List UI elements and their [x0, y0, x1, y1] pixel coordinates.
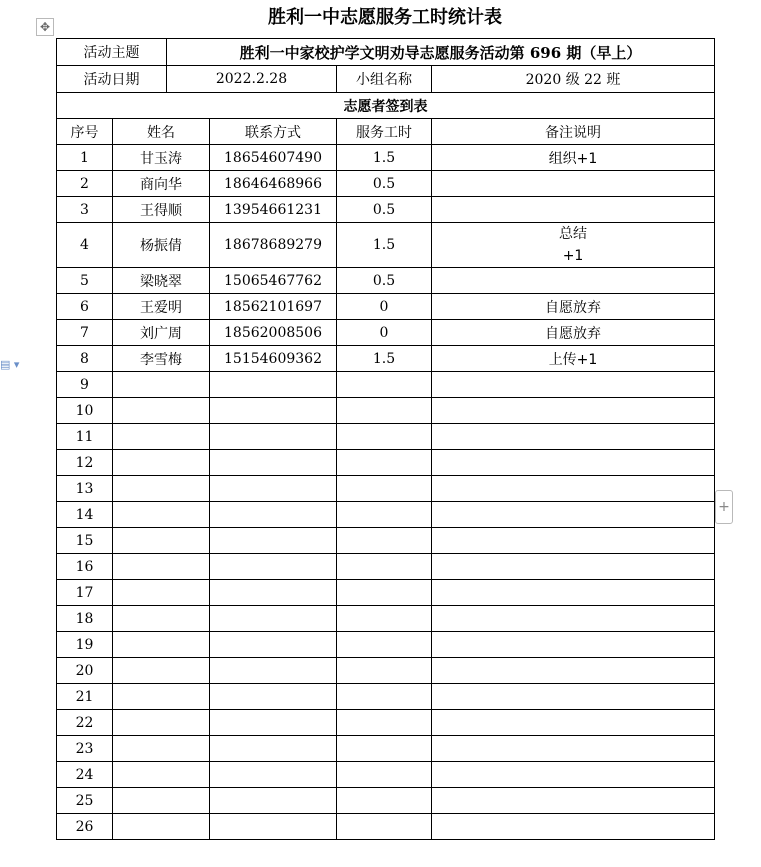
volunteer-phone[interactable] — [210, 502, 337, 528]
row-number[interactable]: 18 — [57, 606, 113, 632]
volunteer-phone[interactable]: 18562101697 — [210, 294, 337, 320]
volunteer-name[interactable]: 商向华 — [113, 171, 210, 197]
table-row — [57, 171, 715, 197]
volunteer-name[interactable] — [113, 814, 210, 840]
table-row — [57, 814, 715, 840]
date-label: 活动日期 — [57, 66, 167, 93]
remark[interactable] — [432, 580, 715, 606]
table-row — [57, 684, 715, 710]
volunteer-phone[interactable]: 15065467762 — [210, 268, 337, 294]
remark[interactable] — [432, 632, 715, 658]
table-row — [57, 606, 715, 632]
row-number[interactable]: 23 — [57, 736, 113, 762]
remark[interactable]: 自愿放弃 — [432, 320, 715, 346]
remark[interactable] — [432, 372, 715, 398]
volunteer-name[interactable] — [113, 710, 210, 736]
service-hours[interactable]: 0.5 — [337, 268, 432, 294]
row-number[interactable]: 16 — [57, 554, 113, 580]
move-icon[interactable]: ✥ — [36, 18, 54, 36]
volunteer-name[interactable] — [113, 606, 210, 632]
volunteer-name[interactable] — [113, 762, 210, 788]
volunteer-phone[interactable]: 18646468966 — [210, 171, 337, 197]
remark[interactable] — [432, 528, 715, 554]
volunteer-phone[interactable] — [210, 814, 337, 840]
volunteer-name[interactable]: 甘玉涛 — [113, 145, 210, 171]
remark[interactable] — [432, 476, 715, 502]
plus-icon[interactable]: + — [715, 490, 733, 524]
table-row — [57, 372, 715, 398]
table-row — [57, 762, 715, 788]
service-hours[interactable] — [337, 372, 432, 398]
table-row — [57, 294, 715, 320]
volunteer-phone[interactable] — [210, 580, 337, 606]
table-row — [57, 424, 715, 450]
volunteer-name[interactable]: 刘广周 — [113, 320, 210, 346]
volunteer-phone[interactable] — [210, 736, 337, 762]
volunteer-phone[interactable] — [210, 372, 337, 398]
row-number[interactable]: 10 — [57, 398, 113, 424]
table-row — [57, 736, 715, 762]
remark[interactable] — [432, 788, 715, 814]
table-row — [57, 223, 715, 268]
column-header-no: 序号 — [57, 119, 113, 145]
service-hours[interactable] — [337, 632, 432, 658]
volunteer-phone[interactable] — [210, 450, 337, 476]
volunteer-name[interactable] — [113, 554, 210, 580]
table-row — [57, 398, 715, 424]
table-row — [57, 632, 715, 658]
volunteer-phone[interactable] — [210, 528, 337, 554]
row-number[interactable]: 21 — [57, 684, 113, 710]
row-number[interactable]: 8 — [57, 346, 113, 372]
service-hours[interactable] — [337, 580, 432, 606]
service-hours[interactable] — [337, 450, 432, 476]
service-hours[interactable]: 0.5 — [337, 197, 432, 223]
volunteer-phone[interactable] — [210, 658, 337, 684]
service-hours[interactable] — [337, 788, 432, 814]
volunteer-name[interactable] — [113, 632, 210, 658]
theme-label: 活动主题 — [57, 39, 167, 66]
volunteer-phone[interactable]: 15154609362 — [210, 346, 337, 372]
service-hours[interactable] — [337, 658, 432, 684]
table-row — [57, 788, 715, 814]
table-row — [57, 268, 715, 294]
service-hours[interactable]: 1.5 — [337, 223, 432, 268]
volunteer-name[interactable] — [113, 398, 210, 424]
service-hours[interactable] — [337, 476, 432, 502]
volunteer-name[interactable] — [113, 658, 210, 684]
volunteer-phone[interactable] — [210, 788, 337, 814]
volunteer-phone[interactable] — [210, 424, 337, 450]
service-hours[interactable]: 1.5 — [337, 346, 432, 372]
row-number[interactable]: 1 — [57, 145, 113, 171]
remark[interactable] — [432, 424, 715, 450]
table-row — [57, 528, 715, 554]
remark[interactable] — [432, 762, 715, 788]
volunteer-phone[interactable] — [210, 398, 337, 424]
remark[interactable] — [432, 710, 715, 736]
service-hours[interactable] — [337, 502, 432, 528]
volunteer-phone[interactable] — [210, 762, 337, 788]
service-hours[interactable] — [337, 814, 432, 840]
remark[interactable] — [432, 502, 715, 528]
document-icon[interactable]: ▤ ▾ — [0, 358, 20, 371]
remark[interactable]: 自愿放弃 — [432, 294, 715, 320]
volunteer-name[interactable]: 杨振倩 — [113, 223, 210, 268]
volunteer-phone[interactable] — [210, 710, 337, 736]
row-number[interactable]: 26 — [57, 814, 113, 840]
volunteer-name[interactable] — [113, 450, 210, 476]
signin-title: 志愿者签到表 — [57, 93, 715, 119]
service-hours[interactable]: 0 — [337, 320, 432, 346]
service-hours[interactable] — [337, 710, 432, 736]
remark[interactable]: 上传+1 — [432, 346, 715, 372]
service-hours[interactable] — [337, 606, 432, 632]
table-row — [57, 145, 715, 171]
service-hours[interactable] — [337, 424, 432, 450]
volunteer-phone[interactable]: 13954661231 — [210, 197, 337, 223]
table-row — [57, 502, 715, 528]
volunteer-name[interactable] — [113, 476, 210, 502]
row-number[interactable]: 22 — [57, 710, 113, 736]
remark[interactable] — [432, 736, 715, 762]
remark[interactable] — [432, 554, 715, 580]
group-label: 小组名称 — [337, 66, 432, 93]
column-header-name: 姓名 — [113, 119, 210, 145]
remark[interactable] — [432, 197, 715, 223]
theme-value[interactable]: 胜利一中家校护学文明劝导志愿服务活动第 696 期（早上） — [167, 39, 715, 66]
column-header-note: 备注说明 — [432, 119, 715, 145]
table-row — [57, 710, 715, 736]
remark[interactable] — [432, 450, 715, 476]
service-hours[interactable] — [337, 528, 432, 554]
remark[interactable] — [432, 268, 715, 294]
row-number[interactable]: 3 — [57, 197, 113, 223]
volunteer-phone[interactable] — [210, 476, 337, 502]
service-hours[interactable] — [337, 554, 432, 580]
table-row — [57, 450, 715, 476]
service-hours[interactable]: 0.5 — [337, 171, 432, 197]
volunteer-name[interactable] — [113, 528, 210, 554]
row-number[interactable]: 11 — [57, 424, 113, 450]
volunteer-phone[interactable]: 18562008506 — [210, 320, 337, 346]
volunteer-phone[interactable] — [210, 554, 337, 580]
group-value[interactable]: 2020 级 22 班 — [432, 66, 715, 93]
remark[interactable] — [432, 398, 715, 424]
service-hours[interactable] — [337, 736, 432, 762]
volunteer-phone[interactable] — [210, 684, 337, 710]
row-number[interactable]: 7 — [57, 320, 113, 346]
table-row — [57, 197, 715, 223]
row-number[interactable]: 20 — [57, 658, 113, 684]
volunteer-name[interactable] — [113, 580, 210, 606]
row-number[interactable]: 5 — [57, 268, 113, 294]
row-number[interactable]: 14 — [57, 502, 113, 528]
row-number[interactable]: 12 — [57, 450, 113, 476]
volunteer-name[interactable] — [113, 372, 210, 398]
volunteer-name[interactable]: 梁晓翠 — [113, 268, 210, 294]
row-number[interactable]: 13 — [57, 476, 113, 502]
volunteer-phone[interactable] — [210, 632, 337, 658]
volunteer-phone[interactable]: 18654607490 — [210, 145, 337, 171]
remark[interactable] — [432, 171, 715, 197]
date-value[interactable]: 2022.2.28 — [167, 66, 337, 93]
volunteer-name[interactable] — [113, 502, 210, 528]
service-hours[interactable] — [337, 762, 432, 788]
volunteer-name[interactable]: 王爱明 — [113, 294, 210, 320]
service-hours[interactable] — [337, 398, 432, 424]
column-header-phone: 联系方式 — [210, 119, 337, 145]
row-number[interactable]: 25 — [57, 788, 113, 814]
row-number[interactable]: 2 — [57, 171, 113, 197]
volunteer-name[interactable] — [113, 424, 210, 450]
row-number[interactable]: 4 — [57, 223, 113, 268]
table-row — [57, 346, 715, 372]
volunteer-name[interactable] — [113, 684, 210, 710]
volunteer-name[interactable] — [113, 788, 210, 814]
table-row — [57, 580, 715, 606]
row-number[interactable]: 24 — [57, 762, 113, 788]
table-row — [57, 476, 715, 502]
remark[interactable] — [432, 658, 715, 684]
volunteer-name[interactable]: 李雪梅 — [113, 346, 210, 372]
remark[interactable] — [432, 684, 715, 710]
remark[interactable]: 总结 +1 — [432, 223, 715, 268]
row-number[interactable]: 15 — [57, 528, 113, 554]
volunteer-name[interactable] — [113, 736, 210, 762]
service-hours[interactable] — [337, 684, 432, 710]
row-number[interactable]: 19 — [57, 632, 113, 658]
volunteer-phone[interactable] — [210, 606, 337, 632]
remark[interactable] — [432, 606, 715, 632]
row-number[interactable]: 9 — [57, 372, 113, 398]
remark[interactable] — [432, 814, 715, 840]
table-row — [57, 320, 715, 346]
volunteer-phone[interactable]: 18678689279 — [210, 223, 337, 268]
table-row — [57, 554, 715, 580]
row-number[interactable]: 17 — [57, 580, 113, 606]
table-row — [57, 658, 715, 684]
document-title: 胜利一中志愿服务工时统计表 — [268, 7, 502, 28]
volunteer-name[interactable]: 王得顺 — [113, 197, 210, 223]
service-hours[interactable]: 0 — [337, 294, 432, 320]
remark[interactable]: 组织+1 — [432, 145, 715, 171]
service-hours[interactable]: 1.5 — [337, 145, 432, 171]
column-header-hours: 服务工时 — [337, 119, 432, 145]
volunteer-table — [56, 38, 715, 840]
row-number[interactable]: 6 — [57, 294, 113, 320]
